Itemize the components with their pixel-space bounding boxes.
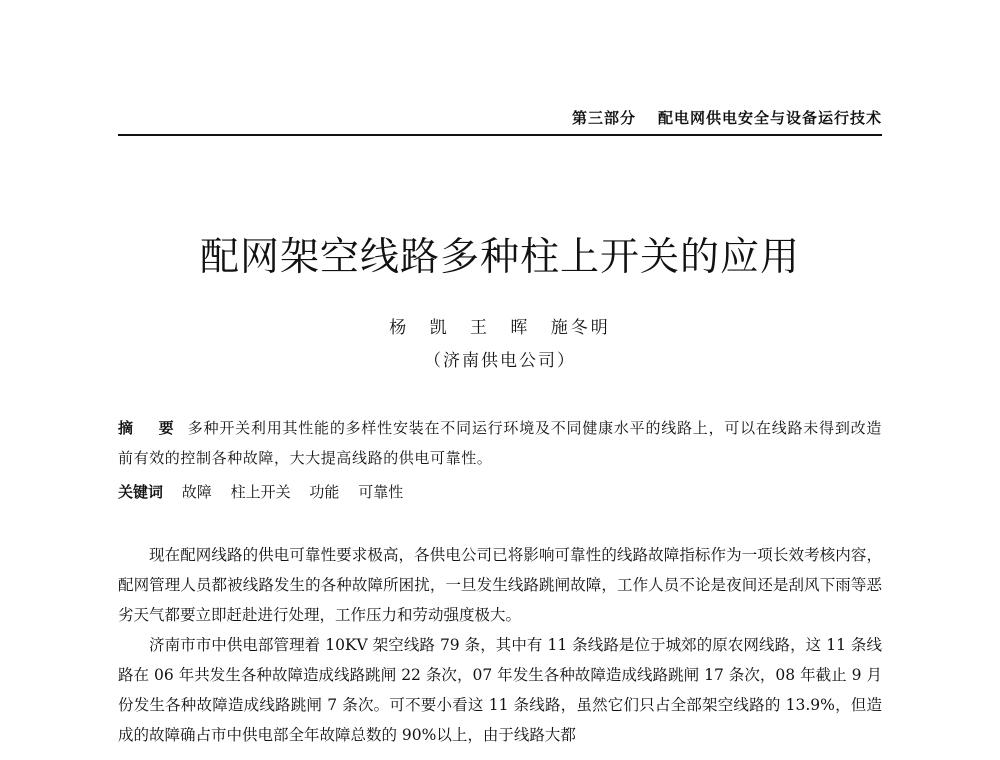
- abstract-text: 多种开关利用其性能的多样性安装在不同运行环境及不同健康水平的线路上，可以在线路未得到改造前有效的控制各种故障，大大提高线路的供电可靠性。: [118, 419, 882, 467]
- body-text: [118, 540, 882, 750]
- keywords-label: 关键词: [118, 483, 164, 501]
- body-paragraph: 现在配网线路的供电可靠性要求极高，各供电公司已将影响可靠性的线路故障指标作为一项长效考核内容，配网管理人员都被线路发生的各种故障所困扰，一旦发生线路跳闸故障，工作人员不论是夜间还是刮风下雨等恶劣天气都要立即赶赴进行处理，工作压力和劳动强度极大。: [118, 546, 882, 624]
- affiliation: （济南供电公司）: [424, 351, 576, 371]
- abstract: [118, 413, 882, 473]
- authors: 杨 凯 王 晖 施冬明: [389, 318, 611, 338]
- header-part: 第三部分: [571, 109, 636, 127]
- paper-title: 配网架空线路多种柱上开关的应用: [199, 235, 800, 280]
- keyword: 功能: [309, 483, 340, 501]
- header-section: 配电网供电安全与设备运行技术: [657, 109, 882, 127]
- abstract-label: 摘 要: [118, 419, 184, 437]
- keyword: 柱上开关: [230, 483, 291, 501]
- keywords: [118, 477, 882, 507]
- keyword: 故障: [181, 483, 212, 501]
- body-paragraph: 济南市市中供电部管理着 10KV 架空线路 79 条，其中有 11 条线路是位于城郊的原农网线路，这 11 条线路在 06 年共发生各种故障造成线路跳闸 22 条次，07 年发生各种故障造成线路跳闸 17 条次，08 年截止 9 月份发生各种故障造成线路跳闸 7 条次。可不要小看这 11 条线路，虽然它们只占全部架空线路的 13.9%，但造成的故障确占市中供电部全年故障总数的 90%以上，由于线路大都: [118, 636, 882, 744]
- keyword: 可靠性: [358, 483, 404, 501]
- header-rule: [118, 134, 882, 136]
- running-header: [118, 107, 882, 128]
